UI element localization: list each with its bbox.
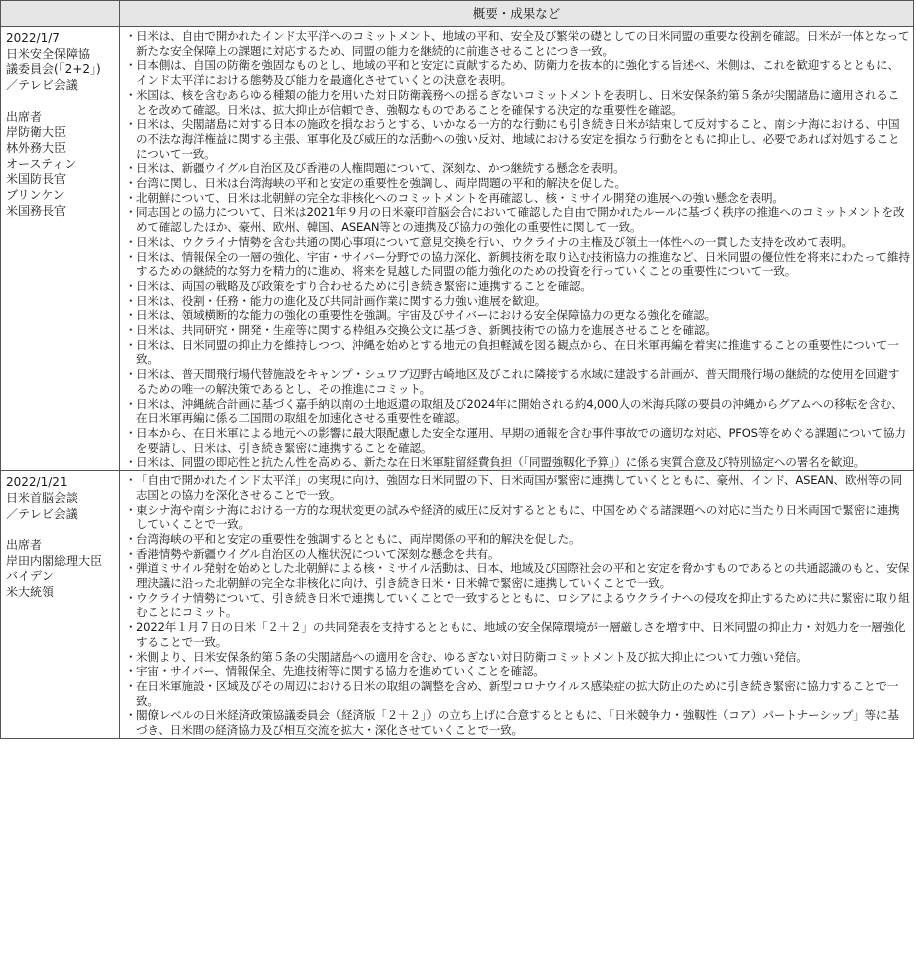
bullet-marker: ・ [125,117,137,132]
table-row [1,27,914,471]
attendee: 岸田内閣総理大臣 [6,553,103,568]
attendees-label: 出席者 [6,109,43,124]
bullet-marker: ・ [125,58,137,73]
item-text: 日米は、両国の戦略及び政策をすり合わせるために引き続き緊密に連携することを確認。 [136,278,592,293]
bullet-marker: ・ [125,190,137,205]
list-item [120,650,910,665]
bullet-marker: ・ [125,649,137,664]
list-item [120,591,910,620]
table-header-row [1,1,914,27]
bullet-marker: ・ [125,678,137,693]
list-item [120,294,910,309]
bullet-marker: ・ [125,234,137,249]
list-item [120,176,910,191]
bullet-marker: ・ [125,561,137,576]
attendees-label: 出席者 [6,537,43,552]
list-item [120,205,910,234]
bullet-marker: ・ [125,708,137,723]
header-summary: 概要・成果など [120,1,914,27]
meeting-title-line: ／テレビ会議 [6,506,78,521]
attendee: オースティン [6,156,77,171]
item-text: 日米は、新疆ウイグル自治区及び香港の人権問題について、深刻な、かつ継続する懸念を表明。 [136,161,625,176]
attendee: 林外務大臣 [6,140,67,155]
item-text: 宇宙・サイバー、情報保全、先進技術等に関する協力を進めていくことを確認。 [136,664,545,679]
item-text: 閣僚レベルの日米経済政策協議委員会（経済版「２＋２」）の立ち上げに合意するとともに、「日米競争力・強靱性（コア）パートナーシップ」等に基づき、日米間の経済協力及び相互交流を拡大・深化させていくことで一致。 [136,708,899,738]
item-text: 日米は、自由で開かれたインド太平洋へのコミットメント、地域の平和、安全及び繁栄の礎としての日米同盟の重要な役割を確認。日米が一体となって新たな安全保障上の課題に対応するため、同盟の能力を継続的に前進させることにつき一致。 [136,29,910,58]
meeting-info-cell [1,27,120,471]
list-item [120,620,910,649]
bullet-marker: ・ [125,337,137,352]
list-item [120,679,910,708]
attendee: ブリンケン [6,188,65,203]
list-item [120,338,910,367]
bullet-marker: ・ [125,278,137,293]
list-item [120,503,910,532]
bullet-marker: ・ [125,293,137,308]
item-text: 日米は、日米同盟の抑止力を維持しつつ、沖縄を始めとする地元の負担軽減を図る観点から、在日米軍再編を着実に推進することの重要性について一致。 [136,337,899,367]
summary-cell [120,27,914,471]
meeting-title-line: 日米安全保障協 [6,46,91,61]
item-text: 香港情勢や新疆ウイグル自治区の人権状況について深刻な懸念を共有。 [136,546,500,561]
bullet-marker: ・ [125,249,137,264]
list-item [120,279,910,294]
list-item [120,235,910,250]
item-text: 台湾海峡の平和と安定の重要性を強調するとともに、両岸関係の平和的解決を促した。 [136,531,581,546]
bullet-marker: ・ [125,323,137,338]
list-item [120,664,910,679]
bullet-marker: ・ [125,29,137,43]
item-text: 米側より、日米安保条約第５条の尖閣諸島への適用を含む、ゆるぎない対日防衛コミットメント及び拡大抑止について力強い発信。 [136,649,808,664]
bullet-marker: ・ [125,473,137,488]
bullet-marker: ・ [125,502,137,517]
meeting-title-line: 日米首脳会談 [6,490,79,505]
item-text: 日米は、沖縄統合計画に基づく嘉手納以南の土地返還の取組及び2024年に開始される約4,000人の米海兵隊の要員の沖縄からグアムへの移転を含む、在日米軍再編に係る二国間の取組を加速化させる重要性を確認。 [136,396,903,426]
bullet-marker: ・ [125,176,137,191]
item-text: 日本側は、自国の防衛を強固なものとし、地域の平和と安定に貢献するため、防衛力を抜本的に強化する旨述べ、米側は、これを歓迎するとともに、インド太平洋における態勢及び能力を最適化させていくとの決意を表明。 [136,58,899,88]
item-text: 日米は、共同研究・開発・生産等に関する枠組み交換公文に基づき、新興技術での協力を進展させることを確認。 [136,323,717,338]
bullet-marker: ・ [125,87,137,102]
attendee: バイデン [6,569,54,584]
list-item [120,250,910,279]
attendee: 米大統領 [6,585,55,599]
bullet-marker: ・ [125,205,137,220]
item-text: 米国は、核を含むあらゆる種類の能力を用いた対日防衛義務への揺るぎないコミットメントを表明し、日米安保条約第５条が尖閣諸島に適用されることを改めて確認。日米は、拡大抑止が信頼でき、強靱なものであることを確保する決定的な重要性を確認。 [136,87,900,117]
table-row [1,471,914,739]
item-text: 日米は、ウクライナ情勢を含む共通の関心事項について意見交換を行い、ウクライナの主権及び領土一体性への一貫した支持を改めて表明。 [136,234,853,249]
bullet-marker: ・ [125,664,137,679]
attendee: 米国防長官 [6,172,67,187]
item-text: ウクライナ情勢について、引き続き日米で連携していくことで一致するとともに、ロシアによるウクライナへの侵攻を抑止するために共に緊密に取り組むことにコミット。 [136,590,910,620]
item-text: 2022年１月７日の日米「２＋２」の共同発表を支持するとともに、地域の安全保障環境が一層厳しさを増す中、日米同盟の抑止力・対処力を一層強化することで一致。 [136,620,906,649]
list-item [120,547,910,562]
list-item [120,708,910,737]
spacer [6,94,119,110]
item-text: 日米は、情報保全の一層の強化、宇宙・サイバー分野での協力深化、新興技術を取り込む技術協力の推進など、日米同盟の優位性を将来にわたって維持するための継続的な努力を精力的に進め、将来を見越した同盟の能力強化のための投資を行っていくことの重要性について一致。 [136,249,910,279]
bullet-marker: ・ [125,425,137,440]
list-item [120,191,910,206]
bullet-marker: ・ [125,590,137,605]
item-text: 東シナ海や南シナ海における一方的な現状変更の試みや経済的威圧に反対するとともに、中国をめぐる諸課題への対応に当たり日米両国で緊密に連携していくことで一致。 [136,502,900,532]
bullet-marker: ・ [125,546,137,561]
list-item [120,323,910,338]
meeting-info-cell [1,471,120,739]
list-item [120,88,910,117]
item-text: 同志国との協力について、日米は2021年９月の日米豪印首脳会合において確認した自由で開かれたルールに基づく秩序の推進へのコミットメントを改めて確認したほか、豪州、欧州、韓国、ASEAN等との連携及び協力の強化の重要性に関して一致。 [136,205,905,235]
summary-cell [120,471,914,739]
list-item [120,455,910,470]
bullet-marker: ・ [125,531,137,546]
bullet-marker: ・ [125,367,137,382]
list-item [120,561,910,590]
list-item [120,58,910,87]
bullet-marker: ・ [125,308,137,323]
list-item [120,117,910,161]
item-text: 弾道ミサイル発射を始めとした北朝鮮による核・ミサイル活動は、日本、地域及び国際社会の平和と安定を脅かすものであるとの共通認識のもと、安保理決議に沿った北朝鮮の完全な非核化に向け、引き続き日米・日米韓で緊密に連携していくことで一致。 [136,561,910,591]
bullet-marker: ・ [125,396,137,411]
list-item [120,161,910,176]
meeting-date: 2022/1/7 [6,31,60,45]
meeting-date: 2022/1/21 [6,475,68,490]
item-text: 台湾に関し、日米は台湾海峡の平和と安定の重要性を強調し、両岸問題の平和的解決を促した。 [136,176,626,191]
list-item [120,473,910,502]
bullet-marker: ・ [125,455,137,470]
item-text: 日本から、在日米軍による地元への影響に最大限配慮した安全な運用、早期の通報を含む事件事故での適切な対応、PFOS等をめぐる課題について協力を要請し、日米は、引き続き緊密に連携することを確認。 [136,425,906,455]
meeting-title-line: ／テレビ会議 [6,78,78,93]
item-text: 日米は、役割・任務・能力の進化及び共同計画作業に関する力強い進展を歓迎。 [136,293,547,308]
attendee: 岸防衛大臣 [6,125,67,140]
bullet-marker: ・ [125,161,137,176]
item-text: 日米は、同盟の即応性と抗たん性を高める、新たな在日米軍駐留経費負担（「同盟強靱化予算」）に係る実質合意及び特別協定への署名を歓迎。 [136,455,865,470]
item-text: 在日米軍施設・区域及びその周辺における日米の取組の調整を含め、新型コロナウイルス感染症の拡大防止のために引き続き緊密に協力することで一致。 [136,678,899,708]
list-item [120,397,910,426]
list-item [120,29,910,58]
spacer [6,522,119,538]
item-text: 日米は、領域横断的な能力の強化の重要性を強調。宇宙及びサイバーにおける安全保障協力の更なる強化を確認。 [136,308,717,323]
list-item [120,367,910,396]
item-text: 北朝鮮について、日米は北朝鮮の完全な非核化へのコミットメントを再確認し、核・ミサイル開発の進展への強い懸念を表明。 [136,190,784,205]
item-text: 日米は、尖閣諸島に対する日本の施政を損なおうとする、いかなる一方的な行動にも引き続き日米が結束して反対すること、南シナ海における、中国の不法な海洋権益に関する主張、軍事化及び威圧的な活動への強い反対、地域における安定を損なう行動をともに抑止し、必要であれば対処することについて一致。 [136,117,900,161]
item-text: 「自由で開かれたインド太平洋」の実現に向け、強固な日米同盟の下、日米両国が緊密に連携していくとともに、豪州、インド、ASEAN、欧州等の同志国との協力を深化させることで一致。 [136,473,902,502]
bullet-marker: ・ [125,620,137,635]
list-item [120,532,910,547]
list-item [120,426,910,455]
attendee: 米国務長官 [6,203,67,218]
list-item [120,308,910,323]
meeting-title-line: 議委員会(「2+2」) [6,62,101,77]
header-left [1,1,120,27]
item-text: 日米は、普天間飛行場代替施設をキャンプ・シュワブ辺野古崎地区及びこれに隣接する水域に建設する計画が、普天間飛行場の継続的な使用を回避するための唯一の解決策であるとし、その推進にコミット。 [136,367,900,396]
